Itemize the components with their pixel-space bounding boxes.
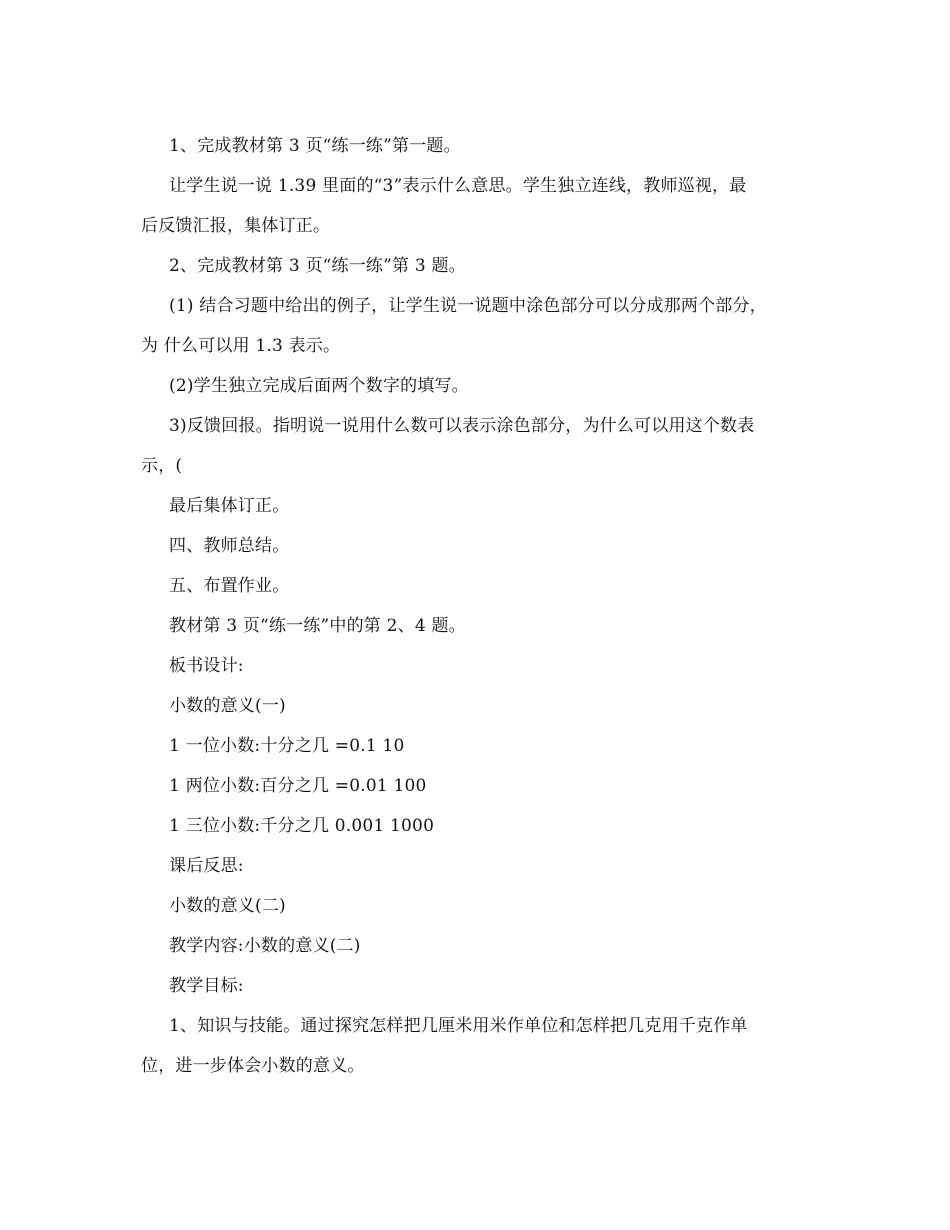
paragraph-12-line-1: 小数的意义(一) [169, 696, 286, 716]
paragraph-20-line-2: 位，进一步体会小数的意义。 [141, 1056, 365, 1076]
paragraph-4-line-1: (1) 结合习题中给出的例子，让学生说一说题中涂色部分可以分成那两个部分， [169, 296, 767, 316]
paragraph-20-line-1: 1、知识与技能。通过探究怎样把几厘米用米作单位和怎样把几克用千克作单 [169, 1016, 748, 1036]
paragraph-5-line-1: (2)学生独立完成后面两个数字的填写。 [169, 376, 469, 396]
paragraph-19-line-1: 教学目标: [169, 976, 244, 996]
paragraph-18-line-1: 教学内容:小数的意义(二) [169, 936, 361, 956]
paragraph-3-line-1: 2、完成教材第 3 页“练一练”第 3 题。 [169, 256, 466, 276]
paragraph-6-line-1: 3)反馈回报。指明说一说用什么数可以表示涂色部分，为什么可以用这个数表 [169, 416, 755, 436]
paragraph-7-line-1: 最后集体订正。 [169, 496, 290, 516]
paragraph-2-line-1: 让学生说一说 1.39 里面的“3”表示什么意思。学生独立连线，教师巡视，最 [169, 176, 747, 196]
paragraph-8-line-1: 四、教师总结。 [169, 536, 290, 556]
paragraph-11-line-1: 板书设计: [169, 656, 244, 676]
paragraph-13-line-1: 1 一位小数:十分之几 =0.1 10 [169, 736, 405, 756]
paragraph-15-line-1: 1 三位小数:千分之几 0.001 1000 [169, 816, 435, 836]
paragraph-16-line-1: 课后反思: [169, 856, 244, 876]
paragraph-14-line-1: 1 两位小数:百分之几 =0.01 100 [169, 776, 427, 796]
paragraph-17-line-1: 小数的意义(二) [169, 896, 286, 916]
paragraph-6-line-2: 示，( [141, 456, 183, 476]
paragraph-9-line-1: 五、布置作业。 [169, 576, 290, 596]
paragraph-4-line-2: 为 什么可以用 1.3 表示。 [141, 336, 341, 356]
document-body [141, 126, 811, 1086]
paragraph-1-line-1: 1、完成教材第 3 页“练一练”第一题。 [169, 136, 461, 156]
paragraph-2-line-2: 后反馈汇报，集体订正。 [141, 216, 331, 236]
paragraph-10-line-1: 教材第 3 页“练一练”中的第 2、4 题。 [169, 616, 466, 636]
